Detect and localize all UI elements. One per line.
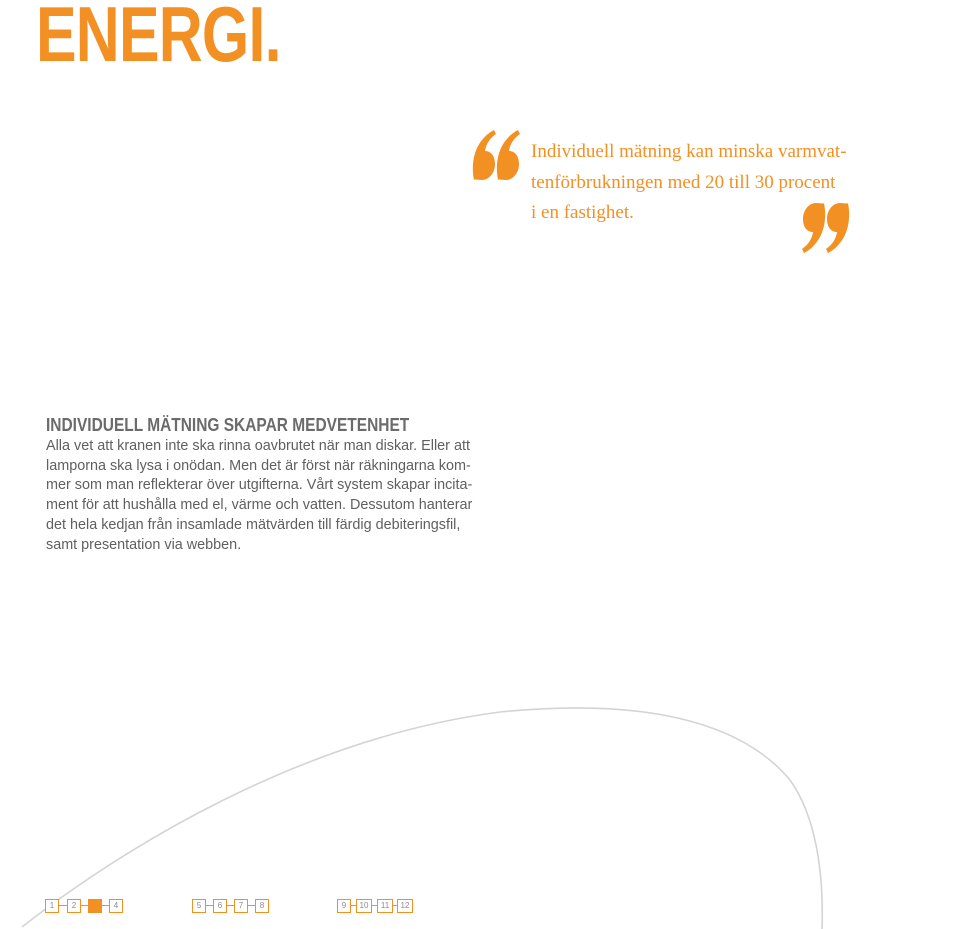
page-link-1[interactable]: 1 — [45, 899, 59, 913]
page-link-9[interactable]: 9 — [337, 899, 351, 913]
body-paragraph — [46, 437, 486, 555]
page-link-3-current[interactable]: 3 — [88, 899, 102, 913]
page-link-10[interactable]: 10 — [356, 899, 372, 913]
pager-connector — [80, 905, 88, 906]
body-line: det hela kedjan från insamlade mätvärden till färdig debiteringsfil, — [46, 516, 461, 533]
page-link-7[interactable]: 7 — [234, 899, 248, 913]
quote-line: Individuell mätning kan minska varmvat- — [531, 141, 847, 162]
pager-connector — [226, 905, 234, 906]
pager-connector — [205, 905, 213, 906]
body-line: samt presentation via webben. — [46, 536, 242, 553]
page-link-6[interactable]: 6 — [213, 899, 227, 913]
page-link-4[interactable]: 4 — [109, 899, 123, 913]
quote-line: i en fastighet. — [531, 202, 634, 223]
quote-line: tenförbrukningen med 20 till 30 procent — [531, 171, 836, 193]
quote-open-icon — [470, 120, 522, 190]
page-title — [36, 0, 281, 78]
page-link-8[interactable]: 8 — [255, 899, 269, 913]
body-line: lamporna ska lysa i onödan. Men det är först när räkningarna kom- — [46, 457, 471, 474]
page-link-2[interactable]: 2 — [67, 899, 81, 913]
section-heading: INDIVIDUELL MÄTNING SKAPAR MEDVETENHET — [46, 415, 410, 435]
quote-close-icon — [800, 193, 852, 263]
title-text: ENERGI — [36, 0, 265, 78]
page-navigation — [0, 899, 960, 913]
body-line: mer som man reflekterar över utgifterna. Vårt system skapar incita- — [46, 477, 473, 494]
page-link-12[interactable]: 12 — [397, 899, 413, 913]
body-line: Alla vet att kranen inte ska rinna oavbrutet när man diskar. Eller att — [46, 438, 470, 454]
pager-connector — [247, 905, 255, 906]
page-link-5[interactable]: 5 — [192, 899, 206, 913]
body-line: ment för att hushålla med el, värme och vatten. Dessutom hanterar — [46, 497, 473, 514]
title-dot: . — [264, 0, 281, 78]
page-link-11[interactable]: 11 — [377, 899, 393, 913]
